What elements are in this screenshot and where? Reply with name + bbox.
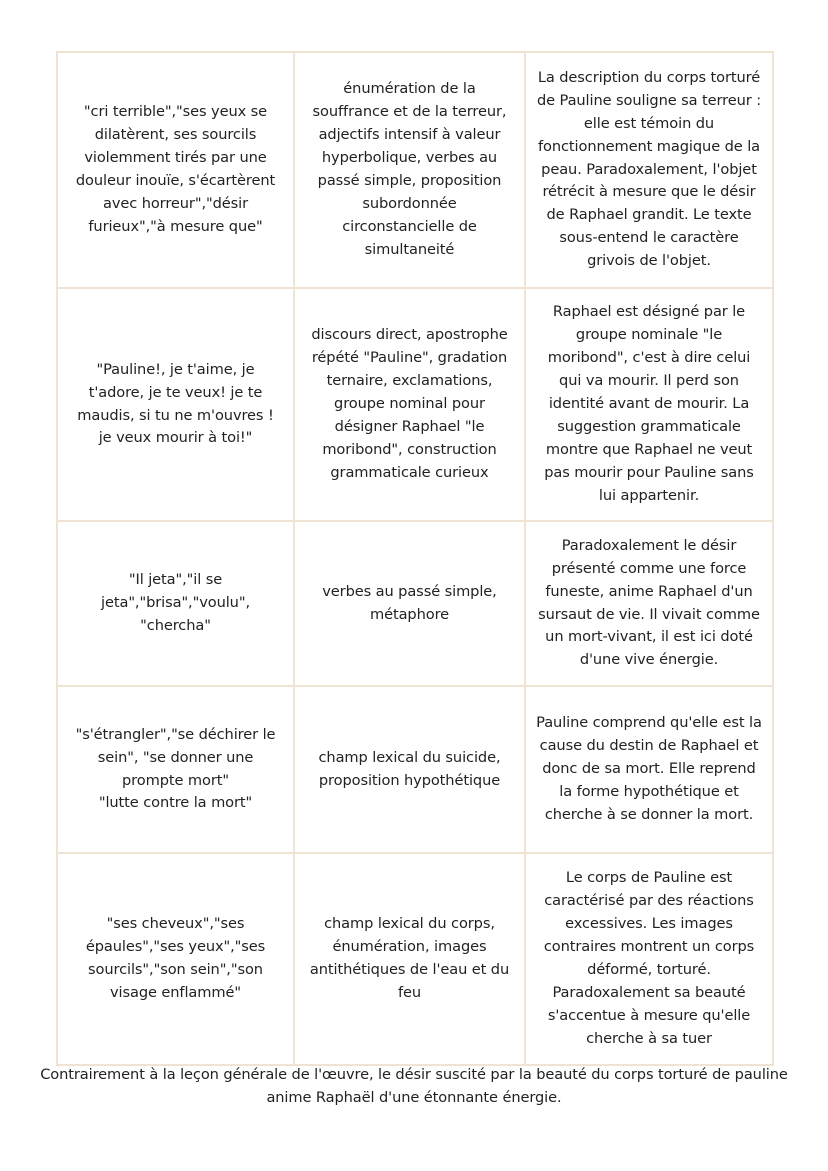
procedes-cell: champ lexical du corps, énumération, images antithétiques de l'eau et du feu: [294, 853, 525, 1065]
table-row: [57, 853, 773, 1065]
quote-cell: "cri terrible","ses yeux se dilatèrent, ses sourcils violemment tirés par une douleur inouïe, s'écartèrent avec horreur","désir furieux","à mesure que": [57, 52, 294, 288]
procedes-cell: énumération de la souffrance et de la terreur, adjectifs intensif à valeur hyperbolique, verbes au passé simple, proposition subordonnée circonstancielle de simultaneité: [294, 52, 525, 288]
interpretation-cell: Pauline comprend qu'elle est la cause du destin de Raphael et donc de sa mort. Elle reprend la forme hypothétique et cherche à se donner la mort.: [525, 686, 773, 853]
interpretation-cell: Paradoxalement le désir présenté comme une force funeste, anime Raphael d'un sursaut de vie. Il vivait comme un mort-vivant, il est ici doté d'une vive énergie.: [525, 521, 773, 686]
analysis-table: [56, 51, 774, 1066]
table-row: [57, 52, 773, 288]
conclusion-text: Contrairement à la leçon générale de l'œuvre, le désir suscité par la beauté du corps torturé de pauline anime Raphaël d'une étonnante énergie.: [40, 1066, 788, 1106]
quote-cell: "ses cheveux","ses épaules","ses yeux","ses sourcils","son sein","son visage enflammé": [57, 853, 294, 1065]
interpretation-cell: Raphael est désigné par le groupe nominale "le moribond", c'est à dire celui qui va mourir. Il perd son identité avant de mourir. La suggestion grammaticale montre que Raphael ne veut pas mourir pour Pauline sans lui appartenir.: [525, 288, 773, 521]
procedes-cell: verbes au passé simple, métaphore: [294, 521, 525, 686]
procedes-cell: discours direct, apostrophe répété "Pauline", gradation ternaire, exclamations, groupe nominal pour désigner Raphael "le moribond", construction grammaticale curieux: [294, 288, 525, 521]
table-row: [57, 288, 773, 521]
quote-cell: "Pauline!, je t'aime, je t'adore, je te veux! je te maudis, si tu ne m'ouvres ! je veux mourir à toi!": [57, 288, 294, 521]
table-row: [57, 686, 773, 853]
procedes-cell: champ lexical du suicide, proposition hypothétique: [294, 686, 525, 853]
table-row: [57, 521, 773, 686]
quote-cell: "s'étrangler","se déchirer le sein", "se donner une prompte mort" "lutte contre la mort": [57, 686, 294, 853]
interpretation-cell: La description du corps torturé de Pauline souligne sa terreur : elle est témoin du fonctionnement magique de la peau. Paradoxalement, l'objet rétrécit à mesure que le désir de Raphael grandit. Le texte sous-entend le caractère grivois de l'objet.: [525, 52, 773, 288]
interpretation-cell: Le corps de Pauline est caractérisé par des réactions excessives. Les images contraires montrent un corps déformé, torturé. Paradoxalement sa beauté s'accentue à mesure qu'elle cherche à sa tuer: [525, 853, 773, 1065]
quote-cell: "Il jeta","il se jeta","brisa","voulu", "chercha": [57, 521, 294, 686]
